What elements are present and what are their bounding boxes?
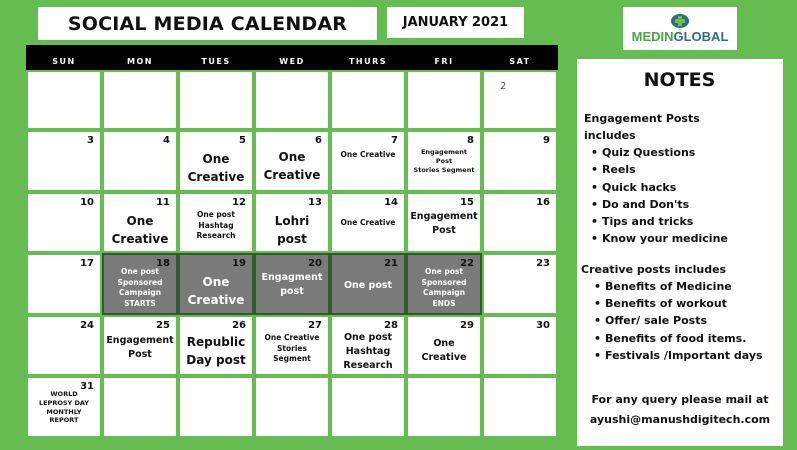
day-event-text <box>332 218 404 229</box>
day-cell-9 <box>482 130 558 192</box>
day-number: 7 <box>391 135 398 146</box>
calendar <box>26 45 558 438</box>
event-line: Engagement <box>106 335 174 346</box>
day-cell-31 <box>26 376 102 438</box>
day-cell-4 <box>102 130 178 192</box>
day-cell-21 <box>330 253 406 315</box>
day-number: 25 <box>156 320 170 331</box>
empty-day-cell <box>178 70 254 130</box>
event-line: Engagment <box>261 272 323 283</box>
day-cell-8 <box>406 130 482 192</box>
day-cell-23 <box>482 253 558 315</box>
weekday-thu: THURS <box>348 57 388 66</box>
event-line: Engagement <box>420 148 468 156</box>
day-number: 10 <box>80 197 94 208</box>
list-item: • Quick hacks <box>584 179 783 196</box>
event-line: One post <box>343 332 393 343</box>
day-number: 18 <box>156 258 170 269</box>
weekday-sat: SAT <box>509 57 531 66</box>
day-event-text <box>332 279 404 293</box>
day-cell-12 <box>178 192 254 253</box>
day-cell-20 <box>254 253 330 315</box>
event-line: WORLD <box>50 390 78 398</box>
event-line: Post <box>128 348 152 360</box>
day-number: 15 <box>460 197 474 208</box>
calendar-title: SOCIAL MEDIA CALENDAR <box>67 12 348 35</box>
list-item: • Quiz Questions <box>584 144 783 161</box>
list-item: • Reels <box>584 161 783 178</box>
medical-cross-icon <box>671 14 689 28</box>
event-line: One Creative <box>340 150 396 159</box>
logo-text <box>632 29 729 44</box>
engagement-list <box>584 144 783 248</box>
event-line: One post <box>425 267 463 276</box>
day-cell-11 <box>102 192 178 253</box>
day-event-text <box>180 210 252 242</box>
contact-email-link[interactable]: ayushi@manushdigitech.com <box>589 413 771 427</box>
empty-day-cell <box>26 70 102 130</box>
day-cell-16 <box>482 192 558 253</box>
day-number: 14 <box>384 197 398 208</box>
day-number: 29 <box>460 320 474 331</box>
day-event-text <box>180 273 252 309</box>
day-number: 20 <box>308 258 322 269</box>
event-line: Post <box>432 224 456 236</box>
event-line: One <box>433 338 455 349</box>
day-number: 22 <box>460 258 474 269</box>
event-line: STARTS <box>124 298 156 308</box>
day-number: 13 <box>308 197 322 208</box>
empty-day-cell <box>482 376 558 438</box>
event-line: One Creative <box>264 333 320 342</box>
day-number: 27 <box>308 320 322 331</box>
day-cell-27 <box>254 315 330 376</box>
day-cell-25 <box>102 315 178 376</box>
day-cell-29 <box>406 315 482 376</box>
creative-heading: Creative posts includes <box>581 262 727 276</box>
event-line: One <box>278 150 306 164</box>
day-event-text <box>256 271 328 299</box>
day-cell-7 <box>330 130 406 192</box>
day-cell-24 <box>26 315 102 376</box>
engagement-heading-cont: includes <box>584 129 636 142</box>
day-number: 6 <box>315 135 322 146</box>
event-line: Creative <box>187 293 245 307</box>
day-cell-13 <box>254 192 330 253</box>
weekday-tue: TUES <box>201 57 231 66</box>
day-number: 11 <box>156 197 170 208</box>
day-event-text <box>104 267 176 309</box>
day-cell-10 <box>26 192 102 253</box>
day-cell-17 <box>26 253 102 315</box>
day-number: 30 <box>536 320 550 331</box>
empty-day-cell <box>254 376 330 438</box>
day-number: 8 <box>467 135 474 146</box>
event-line: One <box>126 214 154 228</box>
day-cell-30 <box>482 315 558 376</box>
empty-day-cell <box>102 70 178 130</box>
list-item: • Do and Don'ts <box>584 196 783 213</box>
creative-list <box>587 278 783 364</box>
empty-day-cell <box>330 376 406 438</box>
event-line: REPORT <box>49 416 79 425</box>
list-item: • Benefits of workout <box>587 295 783 312</box>
day-cell-18 <box>102 253 178 315</box>
list-item: • Know your medicine <box>584 230 783 247</box>
weekday-mon: MON <box>127 57 153 66</box>
event-line: One <box>202 275 230 289</box>
day-cell-2 <box>482 70 558 130</box>
day-cell-26 <box>178 315 254 376</box>
event-line: Hashtag <box>345 345 391 357</box>
list-item: • Tips and tricks <box>584 213 783 230</box>
day-number: 26 <box>232 320 246 331</box>
day-number: 28 <box>384 320 398 331</box>
empty-day-cell <box>254 70 330 130</box>
contact-line: For any query please mail at <box>591 393 769 407</box>
day-cell-6 <box>254 130 330 192</box>
day-event-text <box>408 337 480 365</box>
weekday-fri: FRI <box>434 57 454 66</box>
weekday-wed: WED <box>279 57 305 66</box>
list-item: • Offer/ sale Posts <box>587 312 783 329</box>
empty-day-cell <box>330 70 406 130</box>
day-event-text <box>408 267 480 309</box>
day-number: 9 <box>543 135 550 146</box>
month-label: JANUARY 2021 <box>402 15 509 30</box>
calendar-title-box <box>38 7 377 40</box>
event-line: Creative <box>421 351 467 363</box>
empty-day-cell <box>406 70 482 130</box>
day-event-text <box>180 333 252 369</box>
notes-title: NOTES <box>643 69 716 91</box>
event-line: Creative <box>187 170 245 184</box>
day-event-text <box>256 148 328 184</box>
day-event-text <box>28 390 100 425</box>
engagement-heading: Engagement Posts <box>584 112 700 125</box>
day-number: 23 <box>536 258 550 269</box>
day-number: 3 <box>87 135 94 146</box>
event-line: Segment <box>273 354 311 363</box>
notes-panel <box>577 59 783 446</box>
event-line: Hashtag <box>198 220 234 230</box>
day-cell-19 <box>178 253 254 315</box>
day-number: 2 <box>500 81 507 92</box>
day-event-text <box>408 148 480 174</box>
day-event-text <box>104 334 176 362</box>
event-line: Republic <box>186 335 246 349</box>
event-line: Research <box>343 359 393 371</box>
event-line: MONTHLY <box>46 407 82 416</box>
event-line: post <box>277 232 307 246</box>
day-cell-22 <box>406 253 482 315</box>
event-line: One <box>202 152 230 166</box>
logo-text-global: GLOBAL <box>673 28 729 44</box>
event-line: One post <box>121 267 159 276</box>
day-number: 19 <box>232 258 246 269</box>
list-item: • Festivals /Important days <box>587 347 783 364</box>
event-line: Post <box>435 156 453 165</box>
event-line: Campaign <box>118 288 162 297</box>
day-number: 12 <box>232 197 246 208</box>
event-line: One Creative <box>340 218 396 227</box>
weekday-header <box>26 45 558 70</box>
day-cell-3 <box>26 130 102 192</box>
day-number: 31 <box>80 381 94 392</box>
empty-day-cell <box>406 376 482 438</box>
event-line: Day post <box>186 353 246 367</box>
event-line: Sponsored <box>117 277 163 287</box>
day-event-text <box>256 212 328 248</box>
day-cell-5 <box>178 130 254 192</box>
list-item: • Benefits of Medicine <box>587 278 783 295</box>
event-line: Engagement <box>410 211 478 222</box>
day-event-text <box>408 210 480 238</box>
event-line: Campaign <box>422 288 466 297</box>
list-item: • Benefits of food items. <box>587 330 783 347</box>
day-number: 5 <box>239 135 246 146</box>
day-number: 21 <box>384 258 398 269</box>
day-event-text <box>104 212 176 248</box>
day-cell-14 <box>330 192 406 253</box>
day-number: 4 <box>163 135 170 146</box>
day-event-text <box>332 150 404 161</box>
month-box <box>387 7 524 38</box>
event-line: ENDS <box>432 298 456 308</box>
day-number: 24 <box>80 320 94 331</box>
event-line: Creative <box>263 168 321 182</box>
event-line: LEPROSY DAY <box>38 398 90 407</box>
event-line: Stories Segment <box>413 165 475 174</box>
weekday-sun: SUN <box>52 57 76 66</box>
day-event-text <box>180 150 252 186</box>
day-event-text <box>256 333 328 365</box>
day-cell-15 <box>406 192 482 253</box>
calendar-grid <box>26 70 558 438</box>
event-line: post <box>280 285 304 297</box>
day-number: 17 <box>80 258 94 269</box>
event-line: Sponsored <box>421 277 467 287</box>
day-event-text <box>332 331 404 372</box>
empty-day-cell <box>102 376 178 438</box>
day-cell-28 <box>330 315 406 376</box>
empty-day-cell <box>178 376 254 438</box>
event-line: One post <box>197 210 235 219</box>
logo-text-medin: MEDIN <box>631 28 674 44</box>
brand-logo <box>623 7 737 50</box>
event-line: Lohri <box>274 214 310 228</box>
event-line: Research <box>196 231 236 240</box>
event-line: Creative <box>111 232 169 246</box>
event-line: One post <box>343 280 393 291</box>
day-number: 16 <box>536 197 550 208</box>
event-line: Stories <box>277 343 307 353</box>
